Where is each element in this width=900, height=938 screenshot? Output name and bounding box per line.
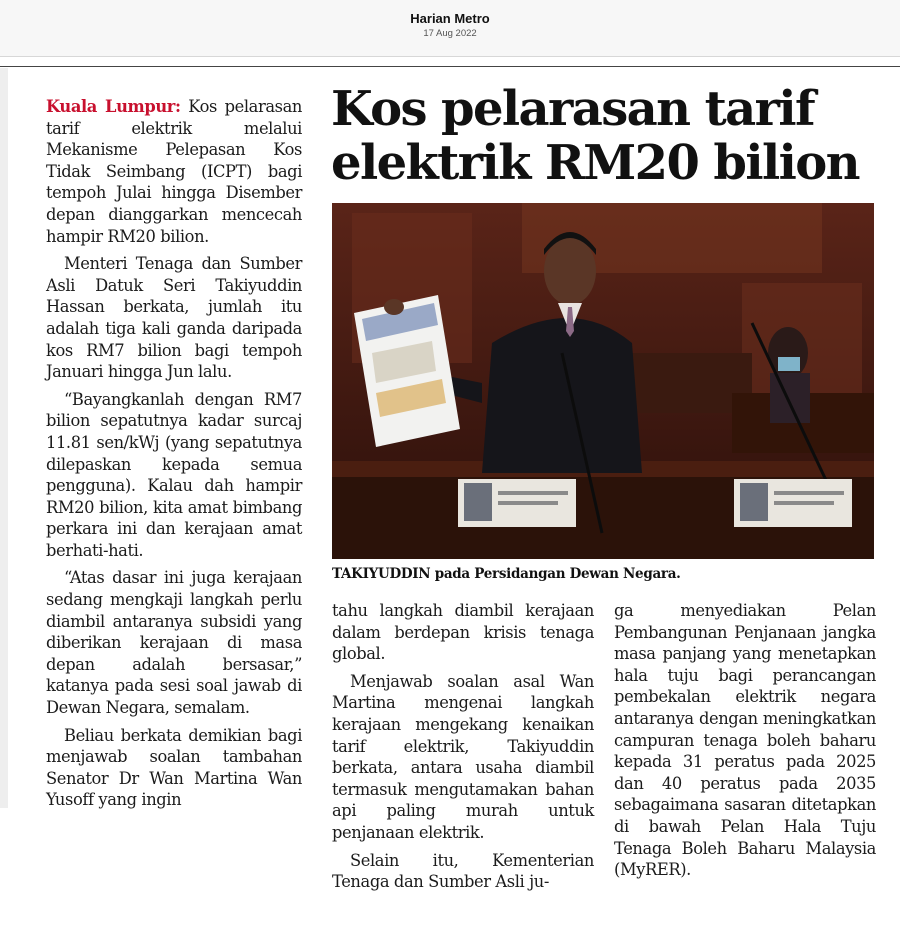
article-paragraph: Menteri Tenaga dan Sumber Asli Datuk Seri Takiyuddin Hassan berkata, jumlah itu adalah tiga kali ganda daripada kos RM7 bilion bagi tempoh Januari hingga Jun lalu.: [46, 254, 302, 382]
article-headline: Kos pelarasan tarif elektrik RM20 bilion: [331, 81, 859, 191]
publication-header: [0, 0, 900, 57]
publication-date: 17 Aug 2022: [423, 28, 477, 39]
paragraph-text: Kos pelarasan tarif elektrik melalui Mekanisme Pelepasan Kos Tidak Seimbang (ICPT) bagi tempoh Julai hingga Disember depan dianggarkan mencecah hampir RM20 bilion.: [46, 97, 302, 246]
article-column-1: [46, 96, 302, 817]
article-column-3: [614, 600, 876, 887]
header-rule: [0, 66, 900, 67]
page-edge-margin: [0, 68, 8, 808]
publication-name: Harian Metro: [410, 11, 490, 26]
article-paragraph: “Atas dasar ini juga kerajaan sedang mengkaji langkah perlu diambil antaranya subsidi yang diberikan kerajaan di masa depan adalah bersasar,” katanya pada sesi soal jawab di Dewan Negara, semalam.: [46, 568, 302, 718]
parliament-photo-illustration: [332, 203, 874, 559]
article-column-2: [332, 600, 594, 899]
article-paragraph: ga menyediakan Pelan Pembangunan Penjanaan jangka masa panjang yang menetapkan hala tuju bagi perancangan pembekalan elektrik negara antaranya dengan meningkatkan campuran tenaga boleh baharu kepada 31 peratus pada 2025 dan 40 peratus pada 2035 sebagaimana sasaran ditetapkan di bawah Pelan Hala Tuju Tenaga Boleh Baharu Malaysia (MyRER).: [614, 601, 876, 880]
article-paragraph: [46, 96, 302, 247]
article-paragraph: Menjawab soalan asal Wan Martina mengenai langkah kerajaan mengekang kenaikan tarif elektrik, Takiyuddin berkata, antara usaha diambil termasuk mengutamakan bahan api paling murah untuk penjanaan elektrik.: [332, 671, 594, 842]
article-paragraph: tahu langkah diambil kerajaan dalam berdepan krisis tenaga global.: [332, 601, 594, 664]
article-paragraph: “Bayangkanlah dengan RM7 bilion sepatutnya kadar surcaj 11.81 sen/kWj (yang sepatutnya dilepaskan kepada semua pengguna). Kalau dah hampir RM20 bilion, kita amat bimbang perkara ini dan kerajaan amat berhati-hati.: [46, 389, 302, 560]
article-paragraph: Beliau berkata demikian bagi menjawab soalan tambahan Senator Dr Wan Martina Wan Yusoff yang ingin: [46, 725, 302, 810]
photo-caption: TAKIYUDDIN pada Persidangan Dewan Negara.: [332, 566, 681, 582]
article-paragraph: Selain itu, Kementerian Tenaga dan Sumber Asli ju-: [332, 850, 594, 892]
article-photo: [332, 203, 874, 559]
dateline: Kuala Lumpur:: [46, 97, 181, 116]
